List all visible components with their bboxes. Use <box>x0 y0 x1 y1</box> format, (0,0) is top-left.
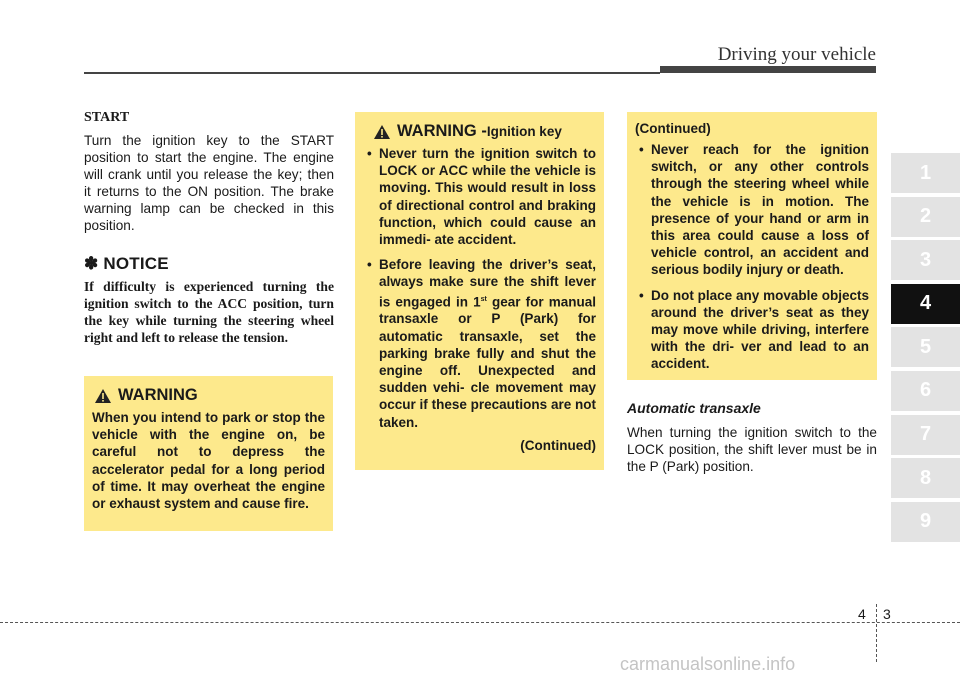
start-section <box>84 110 334 346</box>
warning-box-continued <box>627 112 877 380</box>
automatic-heading: Automatic transaxle <box>627 400 761 416</box>
running-header: Driving your vehicle <box>717 44 876 65</box>
chapter-tab-9[interactable]: 9 <box>891 502 960 542</box>
header-rule-thick <box>660 66 876 73</box>
warning-title: WARNING - <box>397 122 487 140</box>
automatic-transaxle-section <box>627 400 877 475</box>
start-heading: START <box>84 110 130 125</box>
list-item: • Never turn the ignition switch to LOCK or ACC while the vehicle is moving. This would result in loss of directional control and braking function, which could cause an immedi- ate accident. <box>367 146 596 248</box>
watermark: carmanualsonline.info <box>620 654 796 674</box>
warning-box-ignition <box>355 112 604 470</box>
notice-body: If difficulty is experienced turning the ignition switch to the ACC position, turn the key while turning the steering wheel right and left to release the tension. <box>84 279 334 345</box>
chapter-tab-6[interactable]: 6 <box>891 371 960 411</box>
chapter-tabs <box>891 153 960 545</box>
chapter-tab-8[interactable]: 8 <box>891 458 960 498</box>
header-rule-thin <box>84 72 660 74</box>
warning-box-park <box>84 376 333 531</box>
automatic-body: When turning the ignition switch to the LOCK position, the shift lever must be in the P (Park) position. <box>627 425 877 474</box>
page-number: 3 <box>883 606 891 622</box>
chapter-tab-7[interactable]: 7 <box>891 415 960 455</box>
continued-label: (Continued) <box>520 437 596 453</box>
warning-triangle-icon <box>94 388 112 404</box>
continued-label: (Continued) <box>635 121 711 136</box>
chapter-tab-2[interactable]: 2 <box>891 197 960 237</box>
notice-title: ✽ NOTICE <box>84 254 169 273</box>
footer-rule <box>0 622 960 623</box>
list-item: • Before leaving the driver’s seat, always make sure the shift lever is engaged in 1st gear for manual transaxle or P (Park) for automatic transaxle, set the parking brake fully and shut the engine off. Unexpected and sudden vehi- cle movement may occur if these precautions are not taken. <box>367 257 597 430</box>
page-number-chapter: 4 <box>858 606 866 622</box>
chapter-tab-4[interactable]: 4 <box>891 284 960 324</box>
chapter-tab-5[interactable]: 5 <box>891 327 960 367</box>
start-body: Turn the ignition key to the START position to start the engine. The engine will crank until you release the key; then it returns to the ON position. The brake warning lamp can be checked in this position. <box>84 133 334 233</box>
chapter-tab-1[interactable]: 1 <box>891 153 960 193</box>
warning-triangle-icon <box>373 124 391 140</box>
warning-park-body: When you intend to park or stop the vehicle with the engine on, be careful not to depress the accelerator pedal for a long period of time. It may overheat the engine or exhaust system and cause fire. <box>92 410 325 512</box>
chapter-tab-3[interactable]: 3 <box>891 240 960 280</box>
list-item: • Do not place any movable objects around the driver’s seat as they may move while driving, interfere with the dri- ver and lead to an accident. <box>639 287 869 372</box>
list-item: • Never reach for the ignition switch, or any other controls through the steering wheel while the vehicle is in motion. The presence of your hand or arm in this area could cause a loss of vehicle control, an accident and serious bodily injury or death. <box>639 142 869 278</box>
footer-divider <box>876 604 877 662</box>
warning-subtitle: Ignition key <box>486 124 562 139</box>
warning-title: WARNING <box>118 386 198 404</box>
